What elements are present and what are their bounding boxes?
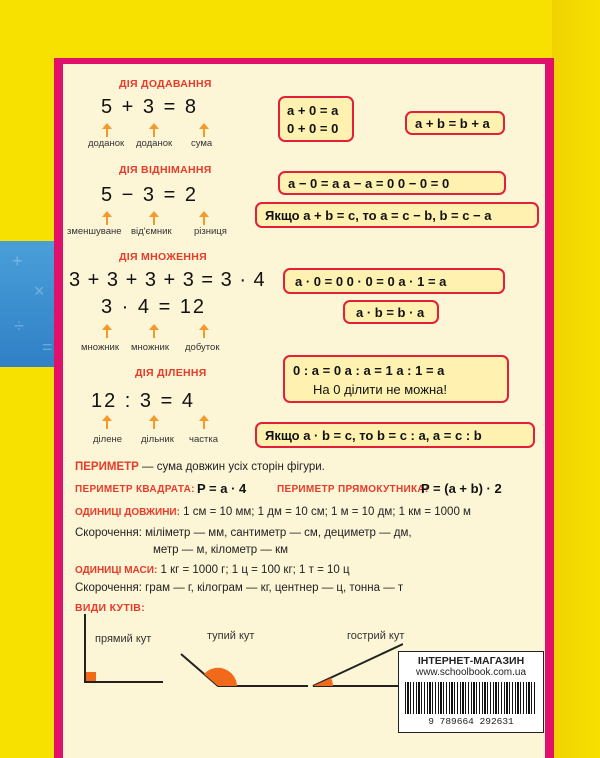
- length-units-title: ОДИНИЦІ ДОВЖИНИ:: [75, 507, 180, 518]
- obtuse-angle-icon: [181, 654, 308, 686]
- arrow-icon: [102, 211, 112, 225]
- arrow-icon: [102, 123, 112, 137]
- arrow-icon: [199, 123, 209, 137]
- obtuse-angle-label: тупий кут: [207, 630, 255, 642]
- rectangle-perimeter-formula: P = (a + b) · 2: [421, 481, 502, 496]
- division-zero-note: На 0 ділити не можна!: [313, 382, 447, 397]
- square-perimeter-label: ПЕРИМЕТР КВАДРАТА:: [75, 484, 195, 495]
- perimeter-definition: [75, 461, 325, 473]
- multiplication-rules-box: a · 0 = 0 0 · 0 = 0 a · 1 = a: [283, 268, 505, 294]
- mass-abbr: Скорочення: грам — г, кілограм — кг, центнер — ц, тонна — т: [75, 582, 404, 594]
- dividend-label: ділене: [93, 434, 123, 445]
- division-rules-box: [283, 355, 509, 403]
- arrow-icon: [199, 324, 209, 338]
- multiplication-commutative-box: a · b = b · a: [343, 300, 439, 324]
- math-decoration: + × ÷ =: [12, 251, 53, 357]
- division-relation-box: Якщо a · b = c, то b = c : a, a = c : b: [255, 422, 535, 448]
- arrow-icon: [199, 415, 209, 429]
- addition-title: ДІЯ ДОДАВАННЯ: [119, 78, 212, 90]
- isbn-box: [398, 651, 544, 733]
- right-angle-icon: [85, 614, 163, 682]
- addition-rules-box: [278, 96, 354, 142]
- angle-diagrams: [63, 604, 403, 694]
- difference-label: різниця: [194, 226, 227, 237]
- addend-label: доданок: [136, 138, 173, 149]
- subtraction-title: ДІЯ ВІДНІМАННЯ: [119, 164, 212, 176]
- length-abbr-line-2: метр — м, кілометр — км: [153, 544, 289, 556]
- mass-units: [75, 564, 350, 576]
- multiplication-example: 3 + 3 + 3 + 3 = 3 · 4: [69, 269, 266, 291]
- product-label: добуток: [185, 342, 220, 353]
- length-units-values: 1 см = 10 мм; 1 дм = 10 см; 1 м = 10 дм; 1 км = 1000 м: [179, 506, 471, 518]
- arrow-icon: [199, 211, 209, 225]
- shop-title: ІНТЕРНЕТ-МАГАЗИН: [417, 655, 525, 667]
- perimeter-definition-text: — сума довжин усіх сторін фігури.: [138, 461, 325, 473]
- side-strip: [552, 0, 600, 758]
- arrow-icon: [149, 211, 159, 225]
- right-angle-label: прямий кут: [95, 633, 152, 645]
- addend-label: доданок: [88, 138, 125, 149]
- rectangle-perimeter-label: ПЕРИМЕТР ПРЯМОКУТНИКА:: [277, 484, 429, 495]
- arrow-icon: [149, 324, 159, 338]
- division-title: ДІЯ ДІЛЕННЯ: [135, 367, 207, 379]
- angles-title: ВИДИ КУТІВ:: [75, 602, 145, 614]
- divisor-label: дільник: [141, 434, 174, 445]
- addition-rule: 0 + 0 = 0: [287, 121, 339, 136]
- quotient-label: частка: [189, 434, 218, 445]
- multiplication-example-2: 3 · 4 = 12: [101, 296, 207, 318]
- subtraction-example: 5 − 3 = 2: [101, 184, 198, 206]
- mass-units-title: ОДИНИЦІ МАСИ:: [75, 565, 158, 576]
- addition-commutative-box: a + b = b + a: [405, 111, 505, 135]
- barcode: [405, 682, 537, 714]
- perimeter-term: ПЕРИМЕТР: [75, 461, 139, 473]
- acute-angle-label: гострий кут: [347, 630, 405, 642]
- arrow-icon: [102, 415, 112, 429]
- division-rules: 0 : a = 0 a : a = 1 a : 1 = a: [293, 363, 445, 378]
- factor-label: множник: [81, 342, 120, 353]
- sum-label: сума: [191, 138, 213, 149]
- subtraction-relation-box: Якщо a + b = c, то a = c − b, b = c − a: [255, 202, 539, 228]
- addition-rule: a + 0 = a: [287, 103, 339, 118]
- length-abbr-line-1: Скорочення: міліметр — мм, сантиметр — см, дециметр — дм,: [75, 527, 412, 539]
- subtrahend-label: від'ємник: [131, 226, 172, 237]
- arrow-icon: [149, 415, 159, 429]
- subtraction-rules-box: a − 0 = a a − a = 0 0 − 0 = 0: [278, 171, 506, 195]
- addition-example: 5 + 3 = 8: [101, 96, 198, 118]
- minuend-label: зменшуване: [67, 226, 122, 237]
- division-example: 12 : 3 = 4: [91, 390, 195, 412]
- arrow-icon: [149, 123, 159, 137]
- length-units: [75, 506, 471, 518]
- acute-angle-icon: [313, 644, 403, 686]
- factor-label: множник: [131, 342, 170, 353]
- multiplication-title: ДІЯ МНОЖЕННЯ: [119, 251, 208, 263]
- arrow-icon: [102, 324, 112, 338]
- mass-units-values: 1 кг = 1000 г; 1 ц = 100 кг; 1 т = 10 ц: [157, 564, 350, 576]
- square-perimeter-formula: P = a · 4: [197, 481, 247, 496]
- isbn-number: 9 789664 292631: [428, 716, 514, 727]
- shop-url[interactable]: www.schoolbook.com.ua: [415, 667, 527, 678]
